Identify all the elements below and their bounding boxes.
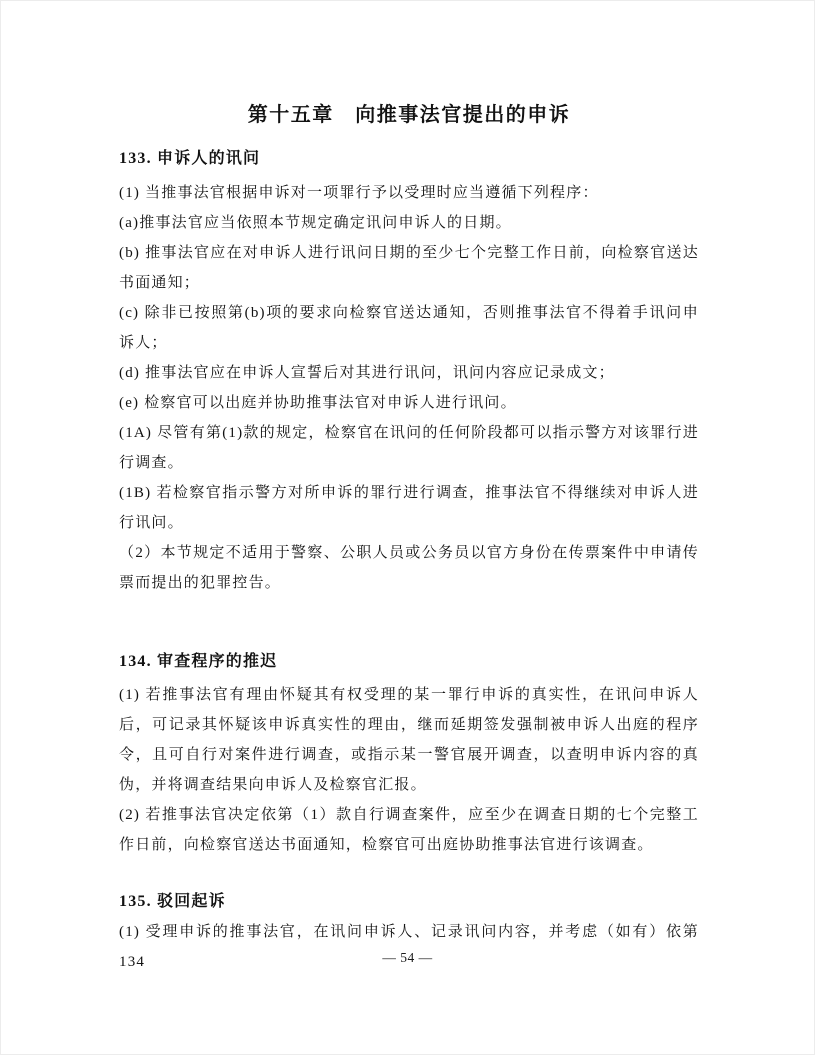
- body-paragraph: （2）本节规定不适用于警察、公职人员或公务员以官方身份在传票案件中申请传票而提出的犯罪控告。: [119, 545, 699, 591]
- section-134-heading: 134. 审查程序的推迟: [119, 653, 278, 670]
- body-paragraph: (d) 推事法官应在申诉人宣誓后对其进行讯问，讯问内容应记录成文；: [119, 365, 615, 381]
- section-135-heading: 135. 驳回起诉: [119, 893, 226, 910]
- body-paragraph: (1A) 尽管有第(1)款的规定，检察官在讯问的任何阶段都可以指示警方对该罪行进行调查。: [119, 425, 699, 471]
- section-133: [119, 144, 699, 598]
- section-133-heading: 133. 申诉人的讯问: [119, 150, 261, 167]
- body-paragraph: (1) 受理申诉的推事法官，在讯问申诉人、记录讯问内容，并考虑（如有）依第134: [119, 924, 699, 970]
- body-paragraph: (e) 检察官可以出庭并协助推事法官对申诉人进行讯问。: [119, 395, 517, 411]
- page-number: — 54 —: [382, 950, 433, 965]
- section-134: [119, 647, 699, 860]
- body-paragraph: (2) 若推事法官决定依第（1）款自行调查案件，应至少在调查日期的七个完整工作日前，向检察官送达书面通知，检察官可出庭协助推事法官进行该调查。: [119, 807, 699, 853]
- body-paragraph: (1) 当推事法官根据申诉对一项罪行予以受理时应当遵循下列程序：: [119, 185, 599, 201]
- body-paragraph: (b) 推事法官应在对申诉人进行讯问日期的至少七个完整工作日前，向检察官送达书面通知；: [119, 245, 699, 291]
- page-content: [119, 101, 699, 977]
- body-paragraph: (a)推事法官应当依照本节规定确定讯问申诉人的日期。: [119, 215, 512, 231]
- body-paragraph: (1B) 若检察官指示警方对所申诉的罪行进行调查，推事法官不得继续对申诉人进行讯问。: [119, 485, 699, 531]
- body-paragraph: (1) 若推事法官有理由怀疑其有权受理的某一罪行申诉的真实性，在讯问申诉人后，可记录其怀疑该申诉真实性的理由，继而延期签发强制被申诉人出庭的程序令，且可自行对案件进行调查，或指示某一警官展开调查，以查明申诉内容的真伪，并将调查结果向申诉人及检察官汇报。: [119, 687, 699, 793]
- body-paragraph: (c) 除非已按照第(b)项的要求向检察官送达通知，否则推事法官不得着手讯问申诉人；: [119, 305, 699, 351]
- chapter-title: 第十五章 向推事法官提出的申诉: [247, 104, 571, 126]
